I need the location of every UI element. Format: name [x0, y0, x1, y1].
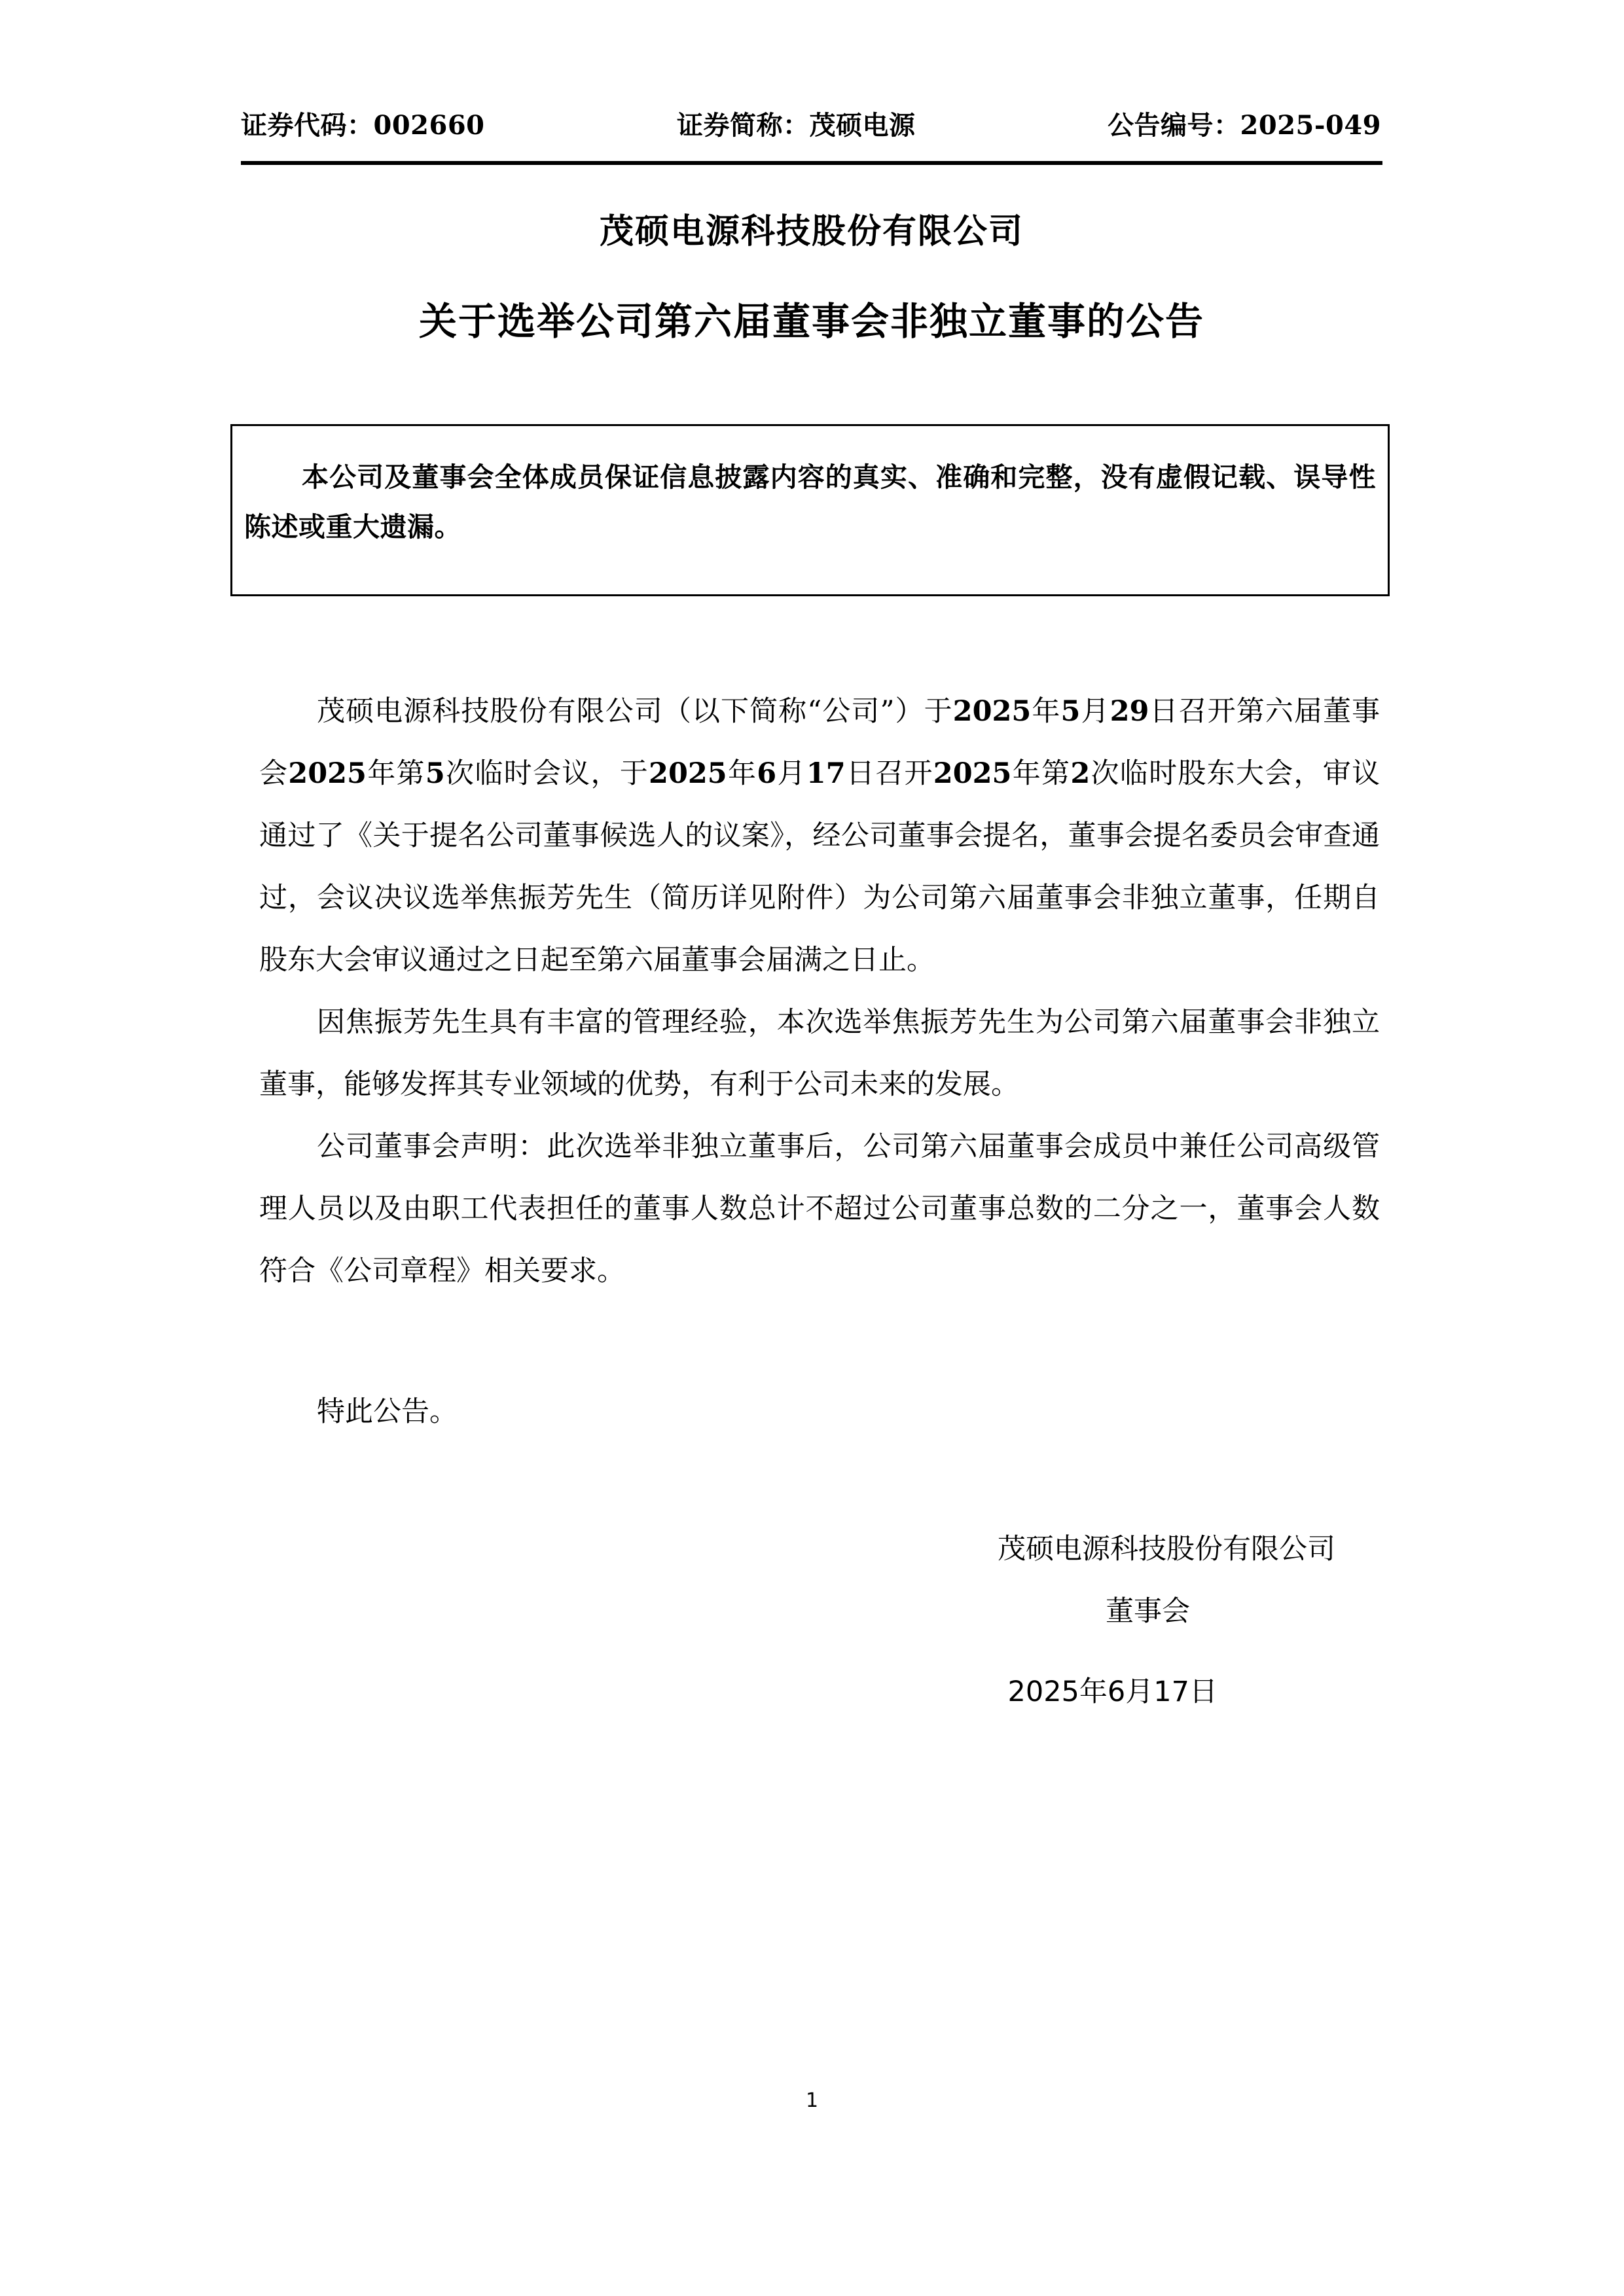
title-block [241, 196, 1382, 346]
signature-board: 董事会 [1106, 1595, 1190, 1628]
p1-seg-g: 日召开第六届董事会 [259, 695, 1380, 790]
security-code: 证券代码：002660 [241, 110, 485, 141]
p1-seg-h: 2025 [288, 757, 367, 790]
p1-seg-p: 17 [806, 757, 846, 790]
p1-seg-a: 茂硕电源科技股份有限公司（以下简称“公司”）于 [317, 695, 953, 728]
p1-seg-o: 月 [776, 757, 806, 790]
closing-statement: 特此公告。 [317, 1395, 458, 1428]
security-name: 证券简称：茂硕电源 [677, 110, 916, 141]
p1-seg-r: 2025 [933, 757, 1012, 790]
disclaimer-box [230, 424, 1390, 596]
signature-date: 2025年6月17日 [1007, 1676, 1218, 1708]
p1-seg-s: 年第 [1011, 757, 1071, 790]
announcement-number: 公告编号：2025-049 [1108, 110, 1381, 141]
p1-seg-e: 月 [1080, 695, 1110, 728]
document-header [241, 105, 1381, 142]
document-body [259, 681, 1380, 1443]
p1-seg-t: 2 [1070, 757, 1091, 790]
p1-seg-q: 日召开 [845, 757, 933, 790]
announcement-subject-title: 关于选举公司第六届董事会非独立董事的公告 [418, 299, 1204, 344]
p1-seg-k: 次临时会议，于 [444, 757, 649, 790]
body-paragraph-2: 因焦振芳先生具有丰富的管理经验，本次选举焦振芳先生为公司第六届董事会非独立董事，能够发挥其专业领域的优势，有利于公司未来的发展。 [259, 1006, 1380, 1101]
p1-seg-m: 年 [727, 757, 757, 790]
p1-seg-l: 2025 [649, 757, 727, 790]
disclaimer-text: 本公司及董事会全体成员保证信息披露内容的真实、准确和完整，没有虚假记载、误导性陈述或重大遗漏。 [244, 461, 1376, 543]
p1-seg-n: 6 [757, 757, 777, 790]
p1-seg-d: 5 [1060, 695, 1081, 728]
p1-seg-u: 次临时股东大会，审议通过了《关于提名公司董事候选人的议案》，经公司董事会提名，董事会提名委员会审查通过，会议决议选举焦振芳先生（简历详见附件）为公司第六届董事会非独立董事，任期自股东大会审议通过之日起至第六届董事会届满之日止。 [259, 757, 1380, 977]
p1-seg-c: 年 [1031, 695, 1061, 728]
header-divider-rule [241, 161, 1382, 165]
p1-seg-f: 29 [1110, 695, 1149, 728]
p1-seg-b: 2025 [952, 695, 1032, 728]
signature-block [259, 1518, 1380, 1723]
p1-seg-j: 5 [425, 757, 445, 790]
body-paragraph-1 [259, 681, 1380, 992]
body-paragraph-3: 公司董事会声明：此次选举非独立董事后，公司第六届董事会成员中兼任公司高级管理人员以及由职工代表担任的董事人数总计不超过公司董事总数的二分之一，董事会人数符合《公司章程》相关要求。 [259, 1130, 1380, 1287]
p1-seg-i: 年第 [366, 757, 425, 790]
page-number: 1 [805, 2089, 819, 2112]
signature-company-name: 茂硕电源科技股份有限公司 [998, 1533, 1335, 1566]
company-title: 茂硕电源科技股份有限公司 [599, 212, 1024, 251]
